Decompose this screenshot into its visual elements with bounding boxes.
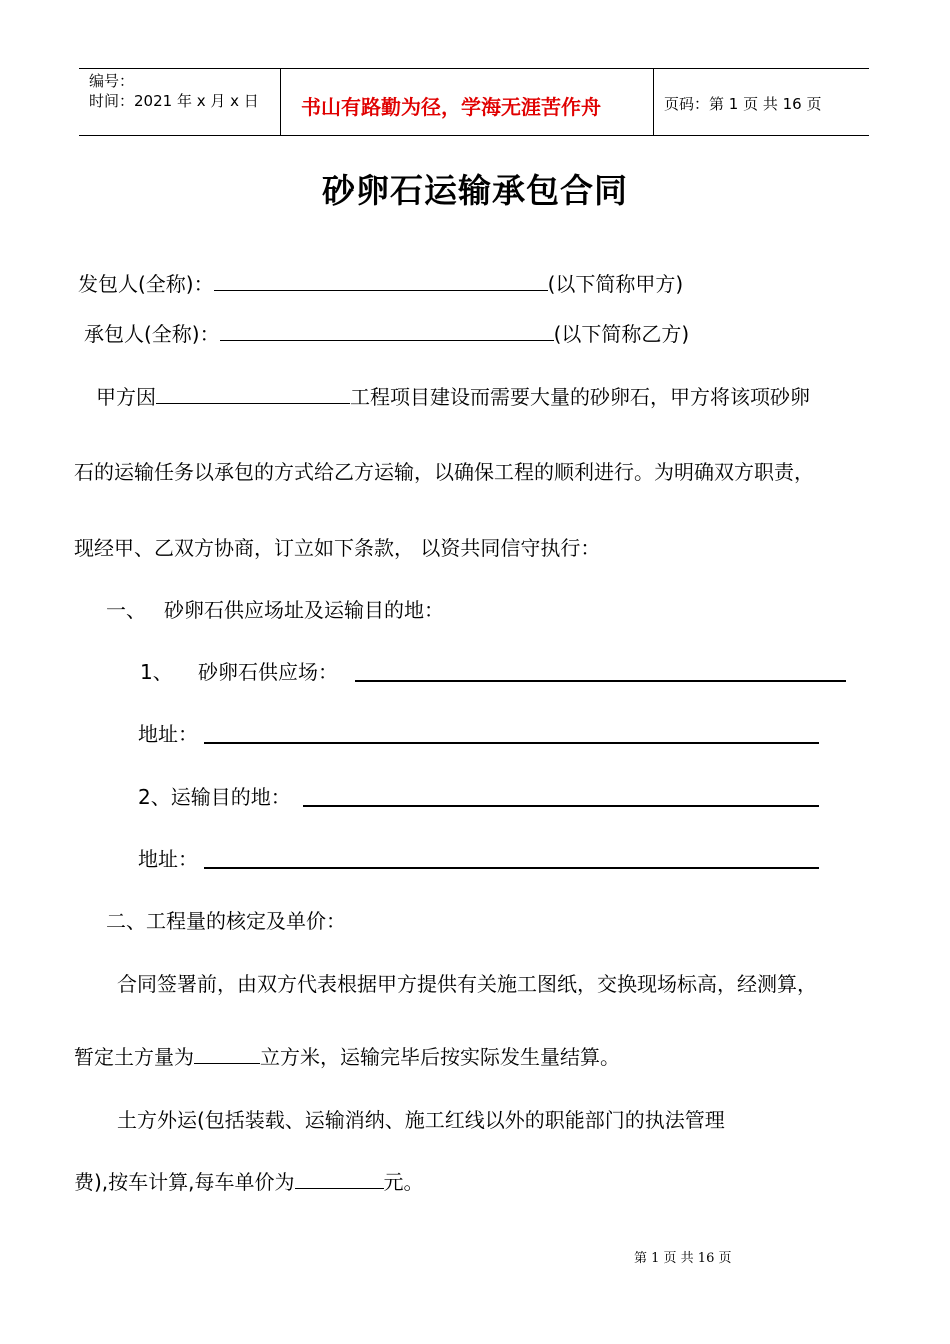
intro-line-3: 现经甲、乙双方协商，订立如下条款， 以资共同信守执行： [74, 536, 601, 560]
intro-line-2: 石的运输任务以承包的方式给乙方运输，以确保工程的顺利进行。为明确双方职责， [74, 460, 814, 484]
header-number-label: 编号： [89, 72, 135, 90]
header-page-label: 页码：第 1 页 共 16 页 [664, 95, 822, 113]
para1-line2-suffix: 立方米，运输完毕后按实际发生量结算。 [260, 1045, 620, 1069]
header-motto: 书山有路勤为径，学海无涯苦作舟 [301, 95, 601, 119]
employer-name-blank[interactable] [214, 272, 548, 291]
header-divider-left [280, 68, 281, 136]
destination-address-blank[interactable] [204, 867, 819, 869]
address1-label: 地址： [138, 722, 198, 746]
supply-site-blank[interactable] [355, 680, 846, 682]
para1-line2-prefix: 暂定土方量为 [74, 1045, 194, 1069]
intro-line1-rest: 工程项目建设而需要大量的砂卵石，甲方将该项砂卵 [350, 385, 810, 409]
unit-price-blank[interactable] [295, 1170, 384, 1189]
page-footer: 第 1 页 共 16 页 [634, 1251, 732, 1266]
para2-line2-prefix: 费),按车计算,每车单价为 [74, 1170, 295, 1194]
contractor-suffix: (以下简称乙方) [553, 322, 690, 346]
header-bottom-border [79, 135, 869, 136]
employer-label: 发包人(全称)： [78, 272, 214, 296]
contractor-line [84, 321, 689, 347]
header-top-border [79, 68, 869, 69]
employer-suffix: (以下简称甲方) [547, 272, 684, 296]
section1-number: 一、 [106, 598, 146, 622]
project-name-blank[interactable] [156, 385, 350, 404]
address2-label: 地址： [138, 847, 198, 871]
employer-line [78, 271, 683, 297]
section1-title: 砂卵石供应场址及运输目的地： [164, 598, 444, 622]
supply-address-blank[interactable] [204, 742, 819, 744]
page-title: 砂卵石运输承包合同 [322, 171, 628, 210]
item1-number: 1、 [140, 660, 173, 684]
destination-blank[interactable] [303, 805, 819, 807]
header-time-label: 时间：2021 年 x 月 x 日 [89, 92, 259, 110]
para2-line2-suffix: 元。 [383, 1170, 424, 1194]
intro-prefix: 甲方因 [96, 385, 156, 409]
section2-title: 二、工程量的核定及单价： [106, 909, 346, 933]
para1-line-1: 合同签署前，由双方代表根据甲方提供有关施工图纸，交换现场标高，经测算， [117, 972, 817, 996]
header-divider-right [653, 68, 654, 136]
para2-line-2 [74, 1169, 424, 1195]
item2-label: 2、运输目的地： [138, 785, 291, 809]
para1-line-2 [74, 1044, 620, 1070]
volume-blank[interactable] [194, 1045, 260, 1064]
intro-line-1 [96, 384, 810, 410]
item1-label: 砂卵石供应场： [198, 660, 338, 684]
contractor-name-blank[interactable] [220, 322, 554, 341]
contractor-label: 承包人(全称)： [84, 322, 220, 346]
para2-line-1: 土方外运(包括装载、运输消纳、施工红线以外的职能部门的执法管理 [117, 1108, 725, 1132]
